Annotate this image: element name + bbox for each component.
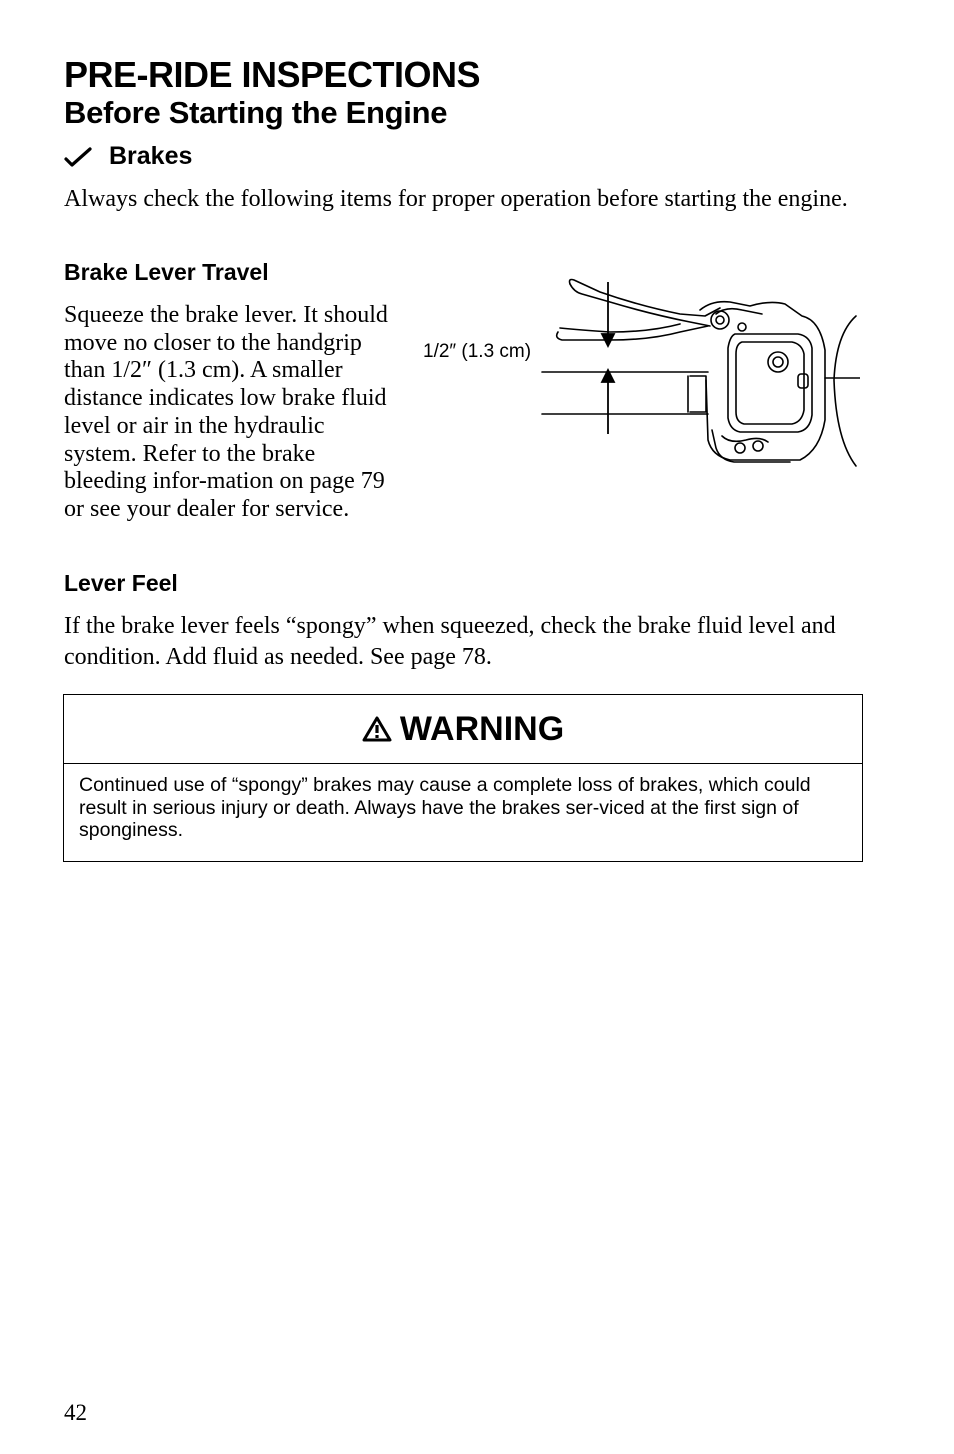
warning-triangle-icon [362,716,392,742]
section-title: Brakes [109,142,193,170]
page-title: PRE-RIDE INSPECTIONS [64,54,481,95]
checkmark-icon [64,146,92,168]
lever-feel-heading: Lever Feel [64,570,178,596]
brake-lever-illustration [530,270,860,470]
section-heading-brakes [64,142,192,171]
page-subtitle: Before Starting the Engine [64,95,448,130]
warning-title: WARNING [399,709,565,748]
lever-feel-text: If the brake lever feels “spongy” when squeezed, check the brake fluid level and condition. Add fluid as needed. See page 78. [64,613,836,670]
brake-lever-travel-heading: Brake Lever Travel [64,259,269,285]
figure-dimension-label: 1/2″ (1.3 cm) [423,341,532,362]
page-number: 42 [64,1400,87,1425]
warning-box [63,694,863,862]
section-intro: Always check the following items for proper operation before starting the engine. [64,186,848,212]
brake-lever-travel-text: Squeeze the brake lever. It should move no closer to the handgrip than 1/2″ (1.3 cm). A smaller distance indicates low brake fluid level or air in the hydraulic system. Refer to the brake bleeding infor-mation on page 79 or see your dealer for service. [64,302,388,522]
warning-text: Continued use of “spongy” brakes may cause a complete loss of brakes, which could result in serious injury or death. Always have the brakes ser-viced at the first sign of sponginess. [79,774,811,841]
warning-header [64,695,862,764]
